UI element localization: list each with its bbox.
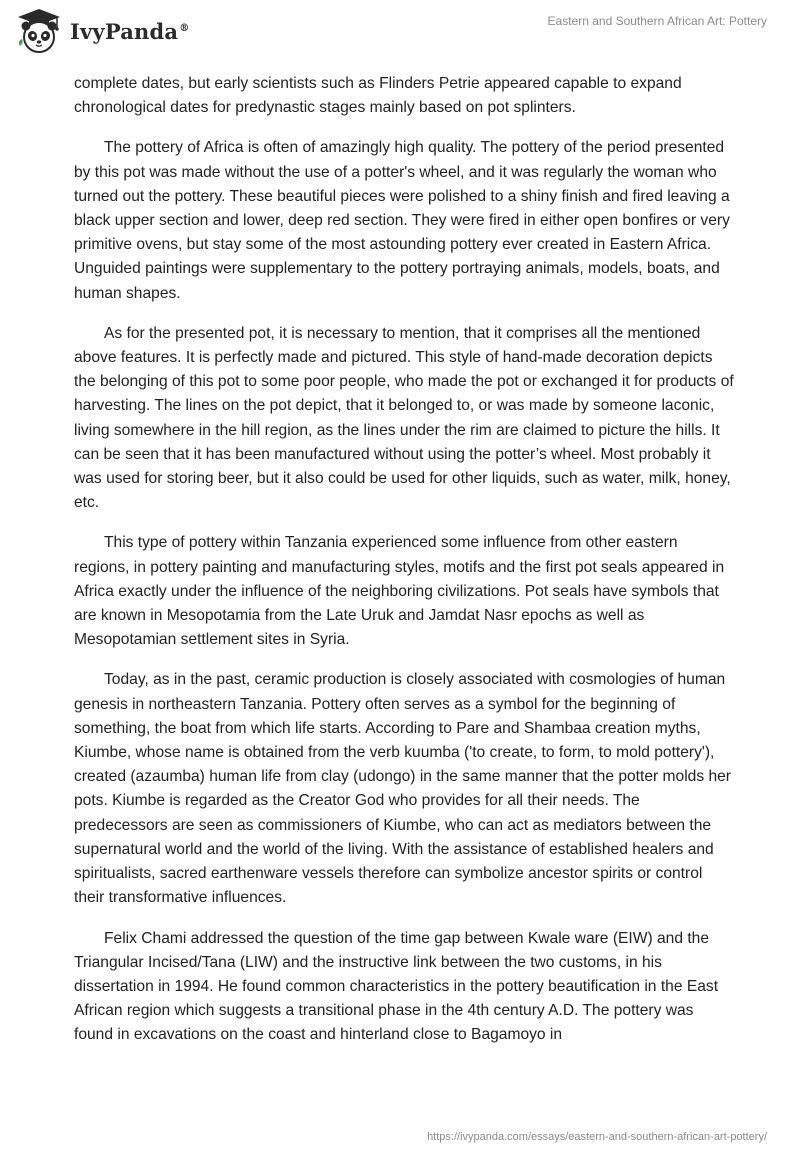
- paragraph: As for the presented pot, it is necessary to mention, that it comprises all the mentioned above features. It is perfectly made and pictured. This style of hand-made decoration depicts the belonging of this pot to some poor people, who made the pot or exchanged it for products of harvesting. The lines on the pot depict, that it belonged to, or was made by someone laconic, living somewhere in the hill region, as the lines under the rim are claimed to picture the hills. It can be seen that it has been manufactured without using the potter’s wheel. Most probably it was used for storing beer, but it also could be used for other liquids, such as water, milk, honey, etc.: [74, 324, 734, 512]
- ivypanda-logo[interactable]: [14, 6, 189, 56]
- paragraph: Felix Chami addressed the question of the time gap between Kwale ware (EIW) and the Triangular Incised/Tana (LIW) and the instructive link between the two customs, in his dissertation in 1994. He found common characteristics in the pottery beautification in the East African region which suggests a transitional phase in the 4th century A.D. The pottery was found in excavations on the coast and hinterland close to Bagamoyo in: [74, 929, 719, 1044]
- panda-mascot-icon: [14, 6, 64, 56]
- source-url[interactable]: https://ivypanda.com/essays/eastern-and-southern-african-art-pottery/: [427, 1131, 767, 1143]
- paragraph: This type of pottery within Tanzania experienced some influence from other eastern regions, in pottery painting and manufacturing styles, motifs and the first pot seals appeared in Africa exactly under the influence of the neighboring civilizations. Pot seals have symbols that are known in Mesopotamia from the Late Uruk and Jamdat Nasr epochs as well as Mesopotamian settlement sites in Syria.: [74, 534, 725, 649]
- paragraph: The pottery of Africa is often of amazingly high quality. The pottery of the period presented by this pot was made without the use of a potter's wheel, and it was regularly the woman who turned out the pottery. These beautiful pieces were polished to a shiny finish and fired leaving a black upper section and lower, deep red section. They were fired in either open bonfires or very primitive ovens, but stay some of the most astounding pottery ever created in Eastern Africa. Unguided paintings were supplementary to the pottery portraying animals, models, boats, and human shapes.: [74, 139, 730, 302]
- document-title: Eastern and Southern African Art: Pottery: [547, 14, 767, 28]
- brand-name: IvyPanda®: [70, 18, 190, 44]
- paragraph: Today, as in the past, ceramic production is closely associated with cosmologies of human genesis in northeastern Tanzania. Pottery often serves as a symbol for the beginning of something, the boat from which life starts. According to Pare and Shambaa creation myths, Kiumbe, whose name is obtained from the verb kuumba ('to create, to form, to mold pottery'), created (azaumba) human life from clay (udongo) in the same manner that the potter molds her pots. Kiumbe is regarded as the Creator God who provides for all their needs. The predecessors are seen as commissioners of Kiumbe, who can act as mediators between the supernatural world and the world of the living. With the assistance of established healers and spiritualists, sacred earthenware vessels therefore can symbolize ancestor spirits or control their transformative influences.: [74, 671, 732, 907]
- page-header: [0, 0, 800, 70]
- essay-body: [74, 72, 734, 1064]
- paragraph: complete dates, but early scientists such as Flinders Petrie appeared capable to expand chronological dates for predynastic stages mainly based on pot splinters.: [74, 75, 682, 117]
